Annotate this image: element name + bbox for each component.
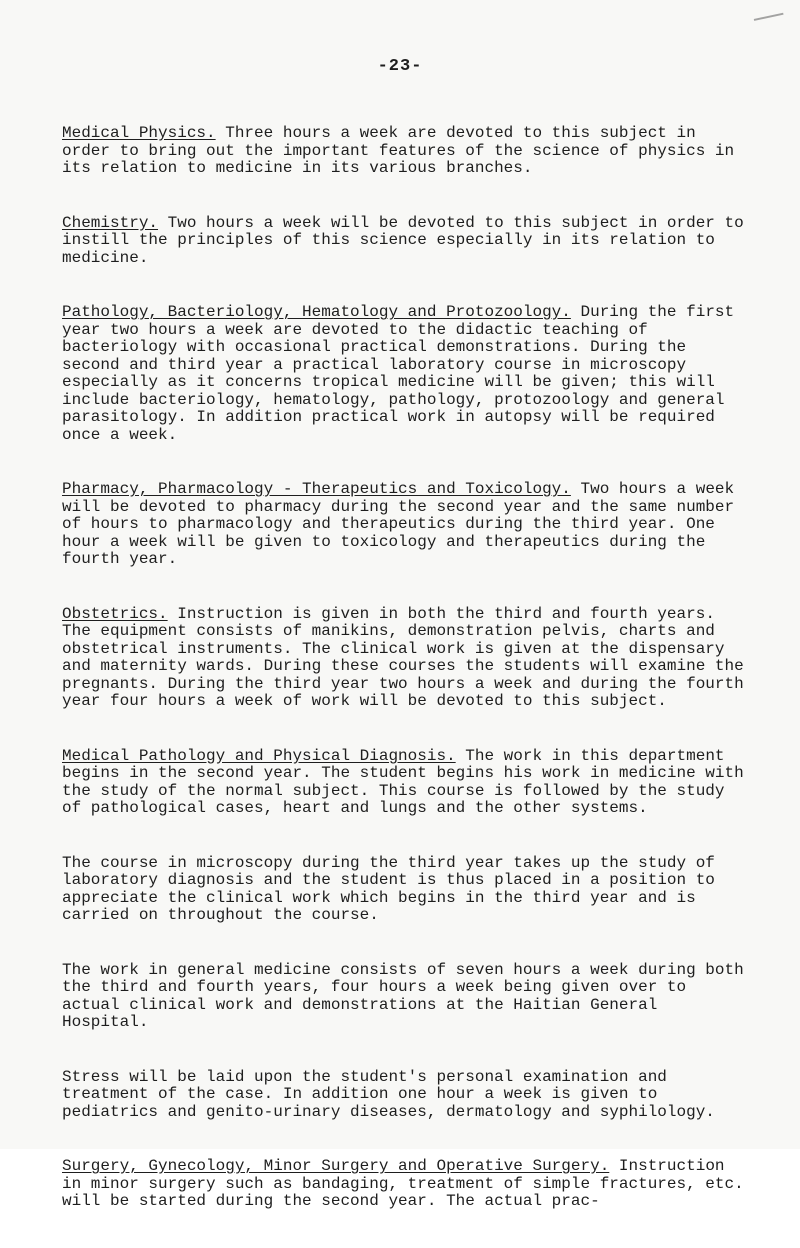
paragraph-text: The work in general medicine consists of seven hours a week during both the third and fourth years, four hours a week being given over to actual clinical work and demonstrations at the Haitian General Hospital.	[62, 960, 744, 1031]
paragraph-text: The course in microscopy during the third year takes up the study of laboratory diagnosis and the student is thus placed in a position to appreciate the clinical work which begins in the third year and is carried on throughout the course.	[62, 853, 715, 924]
paragraph-text: Two hours a week will be devoted to this subject in order to instill the principles of this science especially in its relation to medicine.	[62, 213, 744, 267]
page-number: -23-	[377, 57, 423, 76]
paragraph-medical-pathology	[62, 748, 752, 818]
heading-medical-physics: Medical Physics.	[62, 124, 216, 142]
paragraph-stress	[62, 1069, 752, 1122]
paragraph-text: Instruction in minor surgery such as bandaging, treatment of simple fractures, etc. will be started during the second year. The actual prac-	[62, 1157, 744, 1210]
heading-pharmacy: Pharmacy, Pharmacology - Therapeutics and Toxicology.	[62, 480, 571, 498]
paragraph-text: The work in this department begins in the second year. The student begins his work in medicine with the study of the normal subject. This course is followed by the study of pathological cases, heart and lungs and the other systems.	[62, 746, 744, 817]
paragraph-chemistry	[62, 215, 752, 268]
paragraph-text: Stress will be laid upon the student's personal examination and treatment of the case. In addition one hour a week is given to pediatrics and genito-urinary diseases, dermatology and syphilology.	[62, 1067, 715, 1121]
paragraph-text: During the first year two hours a week are devoted to the didactic teaching of bacteriology with occasional practical demonstrations. During the second and third year a practical laboratory course in microscopy especially as it concerns tropical medicine will be given; this will include bacteriology, hematology, pathology, protozoology and general parasitology. In addition practical work in autopsy will be required once a week.	[62, 303, 735, 444]
heading-medical-pathology: Medical Pathology and Physical Diagnosis.	[62, 746, 456, 765]
paragraph-general-medicine	[62, 962, 752, 1032]
paragraph-text: Instruction is given in both the third and fourth years. The equipment consists of manikins, demonstration pelvis, charts and obstetrical instruments. The clinical work is given at the dispensary and maternity wards. During these courses the students will examine the pregnants. During the third year two hours a week and during the fourth year four hours a week of work will be devoted to this subject.	[62, 604, 744, 710]
paragraph-text: Three hours a week are devoted to this subject in order to bring out the important features of the science of physics in its relation to medicine in its various branches.	[62, 124, 735, 177]
corner-mark	[750, 0, 783, 21]
paragraph-medical-physics	[62, 125, 752, 178]
document-body	[62, 125, 752, 1248]
paragraph-surgery	[62, 1158, 752, 1211]
paragraph-text: Two hours a week will be devoted to pharmacy during the second year and the same number of hours to pharmacology and therapeutics during the third year. One hour a week will be given to toxicology and therapeutics during the fourth year.	[62, 480, 735, 568]
paragraph-pathology	[62, 304, 752, 444]
heading-chemistry: Chemistry.	[62, 213, 159, 232]
heading-pathology: Pathology, Bacteriology, Hematology and Protozoology.	[62, 303, 571, 321]
paragraph-microscopy-course	[62, 855, 752, 925]
heading-obstetrics: Obstetrics.	[62, 604, 168, 623]
paragraph-pharmacy	[62, 481, 752, 569]
paragraph-obstetrics	[62, 606, 752, 711]
heading-surgery: Surgery, Gynecology, Minor Surgery and Operative Surgery.	[62, 1157, 610, 1175]
